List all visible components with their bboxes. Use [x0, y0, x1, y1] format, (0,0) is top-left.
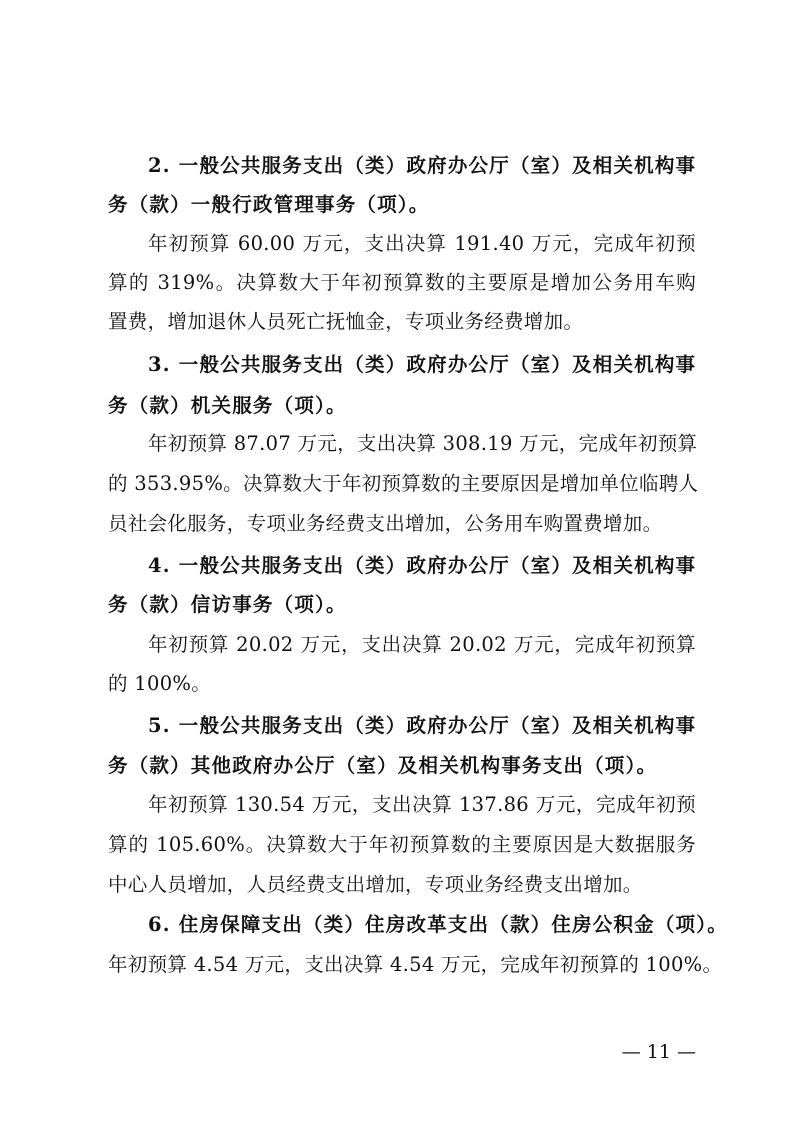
item-5-heading-line-2: 务（款）其他政府办公厅（室）及相关机构事务支出（项）。 — [108, 754, 658, 777]
item-2-body-line-1: 年初预算 60.00 万元，支出决算 191.40 万元，完成年初预 — [148, 232, 696, 255]
item-4-body-line-2: 的 100%。 — [108, 672, 212, 695]
item-2-heading-line-2: 务（款）一般行政管理事务（项）。 — [108, 193, 430, 216]
item-2-body-line-3: 置费，增加退休人员死亡抚恤金，专项业务经费增加。 — [108, 310, 584, 333]
item-5-body-line-2: 算的 105.60%。决算数大于年初预算数的主要原因是大数据服务 — [108, 833, 696, 856]
item-4-heading-line-2: 务（款）信访事务（项）。 — [108, 593, 347, 616]
item-6-heading: 6. 住房保障支出（类）住房改革支出（款）住房公积金（项）。 — [148, 913, 728, 936]
item-2-heading-line-1: 2. 一般公共服务支出（类）政府办公厅（室）及相关机构事 — [148, 154, 697, 177]
page-number: — 11 — — [621, 1041, 696, 1063]
item-4-body-line-1: 年初预算 20.02 万元，支出决算 20.02 万元，完成年初预算 — [148, 633, 696, 656]
item-3-body-line-1: 年初预算 87.07 万元，支出决算 308.19 万元，完成年初预算 — [148, 432, 698, 455]
item-3-body-line-3: 员社会化服务，专项业务经费支出增加，公务用车购置费增加。 — [108, 512, 663, 535]
item-6-body-line-1: 年初预算 4.54 万元，支出决算 4.54 万元，完成年初预算的 100%。 — [108, 953, 723, 976]
item-5-body-line-3: 中心人员增加，人员经费支出增加，专项业务经费支出增加。 — [108, 873, 643, 896]
item-2-body-line-2: 算的 319%。决算数大于年初预算数的主要原是增加公务用车购 — [108, 271, 696, 294]
item-5-heading-line-1: 5. 一般公共服务支出（类）政府办公厅（室）及相关机构事 — [148, 714, 697, 737]
item-3-body-line-2: 的 353.95%。决算数大于年初预算数的主要原因是增加单位临聘人 — [108, 472, 699, 495]
item-3-heading-line-2: 务（款）机关服务（项）。 — [108, 394, 347, 417]
item-4-heading-line-1: 4. 一般公共服务支出（类）政府办公厅（室）及相关机构事 — [148, 554, 697, 577]
item-5-body-line-1: 年初预算 130.54 万元，支出决算 137.86 万元，完成年初预 — [148, 793, 696, 816]
item-3-heading-line-1: 3. 一般公共服务支出（类）政府办公厅（室）及相关机构事 — [148, 353, 697, 376]
